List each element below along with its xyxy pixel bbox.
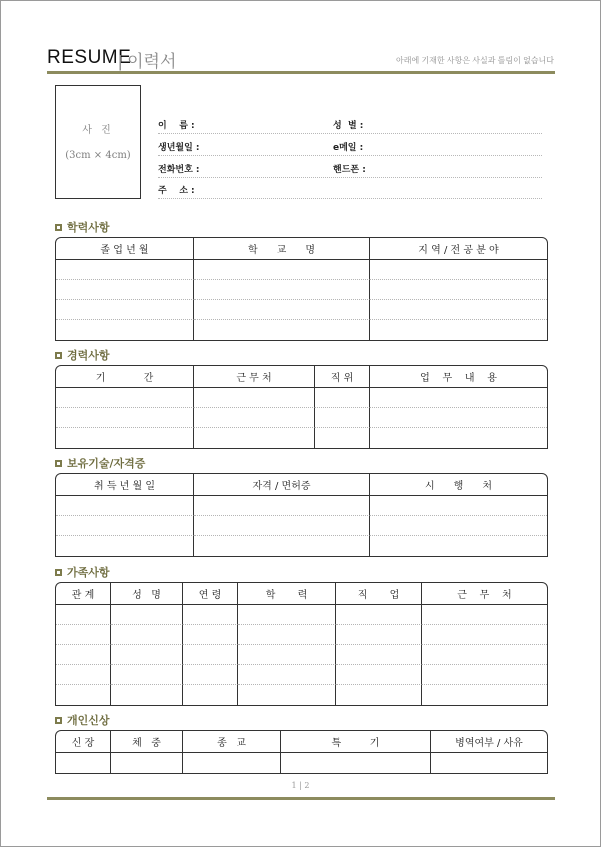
personal-col-height: 신 장 xyxy=(56,731,111,753)
table-row xyxy=(56,625,547,645)
table-row xyxy=(56,685,547,705)
gender-label: 성 별 : xyxy=(333,121,364,131)
career-heading-text: 경력사항 xyxy=(67,349,110,362)
family-heading xyxy=(55,564,110,580)
personal-heading xyxy=(55,712,110,728)
career-table xyxy=(55,365,548,449)
footer-rule xyxy=(47,797,555,800)
photo-label: 사 진 xyxy=(82,125,114,136)
career-heading xyxy=(55,347,110,363)
address-field[interactable] xyxy=(158,198,542,199)
square-bullet-icon xyxy=(55,569,62,576)
family-col-workplace: 근 무 처 xyxy=(422,583,547,605)
career-col-duties: 업 무 내 용 xyxy=(370,366,547,388)
table-row xyxy=(56,300,547,320)
personal-col-military: 병역여부 / 사유 xyxy=(431,731,547,753)
family-col-education: 학 력 xyxy=(238,583,336,605)
education-col-major: 지 역 / 전 공 분 야 xyxy=(370,238,547,260)
skills-col-date: 취 득 년 월 일 xyxy=(56,474,194,496)
family-heading-text: 가족사항 xyxy=(67,566,110,579)
header-rule xyxy=(47,71,555,74)
birth-field[interactable] xyxy=(158,155,542,156)
table-row xyxy=(56,536,547,556)
personal-heading-text: 개인신상 xyxy=(67,714,110,727)
table-row xyxy=(56,605,547,625)
table-row xyxy=(56,408,547,428)
skills-heading-text: 보유기술/자격증 xyxy=(67,457,146,470)
phone-field[interactable] xyxy=(158,177,542,178)
table-row xyxy=(56,645,547,665)
resume-title: RESUME xyxy=(47,47,132,68)
family-col-name: 성 명 xyxy=(111,583,183,605)
email-label: e메일 : xyxy=(333,143,364,153)
family-col-job: 직 업 xyxy=(336,583,422,605)
address-label: 주 소 : xyxy=(158,186,195,196)
table-row xyxy=(56,665,547,685)
education-heading-text: 학력사항 xyxy=(67,221,110,234)
name-label: 이 름 : xyxy=(158,121,195,131)
photo-size: (3cm × 4cm) xyxy=(65,150,131,161)
skills-table xyxy=(55,473,548,557)
header-notice: 아래에 기재한 사항은 사실과 틀림이 없습니다 xyxy=(396,56,554,65)
birth-label: 생년월일 : xyxy=(158,143,200,153)
personal-table xyxy=(55,730,548,774)
family-col-relation: 관 계 xyxy=(56,583,111,605)
personal-col-weight: 체 중 xyxy=(111,731,183,753)
resume-subtitle: | 이력서 xyxy=(118,52,177,71)
page-number: 1 | 2 xyxy=(291,781,310,790)
name-field[interactable] xyxy=(158,133,542,134)
table-row xyxy=(56,260,547,280)
table-row xyxy=(56,428,547,448)
phone-label: 전화번호 : xyxy=(158,165,200,175)
skills-col-issuer: 시 행 처 xyxy=(370,474,547,496)
career-col-company: 근 무 처 xyxy=(194,366,315,388)
education-heading xyxy=(55,219,110,235)
family-col-age: 연 령 xyxy=(183,583,238,605)
family-table xyxy=(55,582,548,706)
square-bullet-icon xyxy=(55,224,62,231)
table-row xyxy=(56,496,547,516)
square-bullet-icon xyxy=(55,352,62,359)
square-bullet-icon xyxy=(55,717,62,724)
education-table xyxy=(55,237,548,341)
table-row xyxy=(56,388,547,408)
education-col-date: 졸 업 년 월 xyxy=(56,238,194,260)
career-col-period: 기 간 xyxy=(56,366,194,388)
education-col-school: 학 교 명 xyxy=(194,238,370,260)
personal-col-religion: 종 교 xyxy=(183,731,281,753)
mobile-label: 핸드폰 : xyxy=(333,165,366,175)
table-row xyxy=(56,516,547,536)
photo-box[interactable] xyxy=(55,85,141,199)
table-row xyxy=(56,280,547,300)
table-row xyxy=(56,320,547,340)
career-col-position: 직 위 xyxy=(315,366,370,388)
skills-heading xyxy=(55,455,145,471)
table-row xyxy=(56,753,547,773)
square-bullet-icon xyxy=(55,460,62,467)
skills-col-license: 자격 / 면허증 xyxy=(194,474,370,496)
personal-col-specialty: 특 기 xyxy=(281,731,431,753)
